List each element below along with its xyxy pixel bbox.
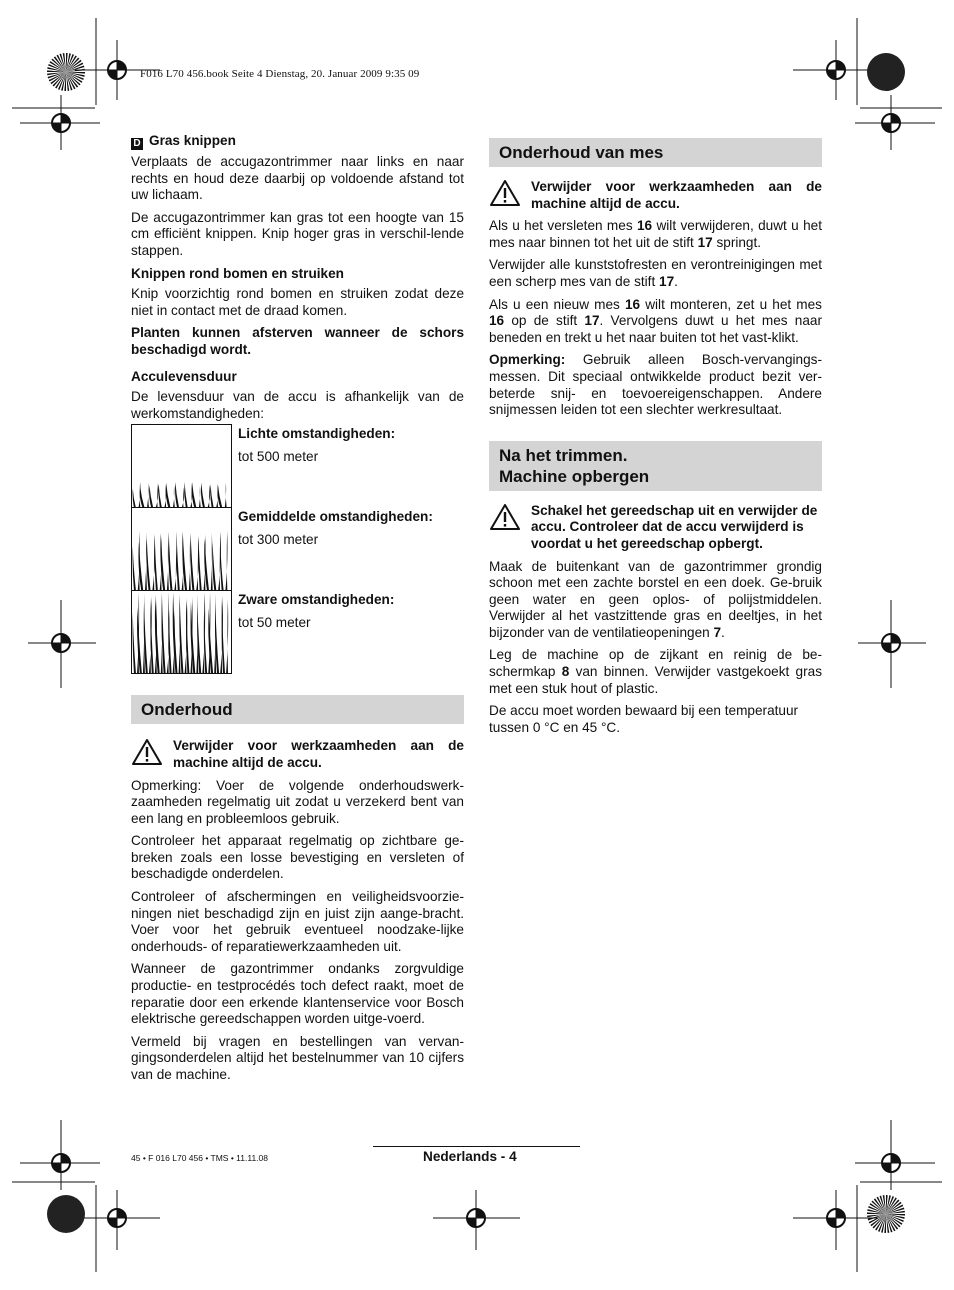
condition-value: tot 50 meter — [238, 614, 311, 630]
warning-block — [131, 738, 464, 771]
condition-label: Lichte omstandigheden: — [238, 426, 396, 442]
section-title-onderhoud: Onderhoud — [131, 695, 464, 724]
language-badge: D — [131, 138, 143, 150]
file-info-line: F016 L70 456.book Seite 4 Dienstag, 20. Januar 2009 9:35 09 — [140, 68, 420, 80]
condition-value: tot 500 meter — [238, 448, 319, 464]
footer-rule — [373, 1146, 580, 1147]
section-title-knife: Onderhoud van mes — [489, 138, 822, 167]
warning-text: Verwijder voor werkzaamheden aan de machine altijd de accu. — [531, 179, 822, 211]
paragraph: Vermeld bij vragen en bestellingen van vervan-gingsonderdelen altijd het bestelnummer van 10 cijfers van de machine. — [131, 1033, 464, 1082]
warning-text: Verwijder voor werkzaamheden aan de machine altijd de accu. — [173, 738, 464, 770]
section-heading-gras-knippen: Gras knippen — [149, 133, 236, 148]
paragraph: Maak de buitenkant van de gazontrimmer grondig schoon met een zachte borstel en een doek. Ge-bruik geen water en geen oplos- of polijstmiddelen. Verwijder al het vastzittende gras en deeltjes, in het bijzonder van de ventilatieopeningen 7. — [489, 558, 822, 640]
warning-block — [489, 503, 822, 553]
footer-code: 45 • F 016 L70 456 • TMS • 11.11.08 — [131, 1153, 268, 1163]
warning-triangle-icon — [489, 503, 521, 531]
subheading-trees: Knippen rond bomen en struiken — [131, 265, 344, 281]
section-title-line: Na het trimmen. — [499, 445, 628, 465]
grass-medium-image — [131, 507, 232, 590]
bold-note: Planten kunnen afsterven wanneer de schors beschadigd wordt. — [131, 325, 464, 357]
warning-block — [489, 179, 822, 212]
section-title-storage — [489, 441, 822, 491]
paragraph: Verwijder alle kunststofresten en verontreinigingen met een scherp mes van de stift 17. — [489, 257, 822, 289]
condition-row — [131, 590, 464, 673]
paragraph: De levensduur van de accu is afhankelijk van de werkomstandigheden: — [131, 389, 464, 421]
footer-page-label: Nederlands - 4 — [423, 1149, 517, 1164]
warning-triangle-icon — [489, 179, 521, 207]
paragraph: Knip voorzichtig rond bomen en struiken zodat deze niet in contact met de draad komen. — [131, 286, 464, 318]
right-column — [489, 138, 822, 742]
paragraph: Wanneer de gazontrimmer ondanks zorgvuldige productie- en testprocédés toch defect raakt, moet de reparatie door een erkende klantenservice voor Bosch elektrische gereedschappen worden uitge-voerd. — [131, 961, 464, 1027]
subheading-battery-life: Acculevensduur — [131, 368, 237, 384]
paragraph: Controleer of afschermingen en veiligheidsvoorzie-ningen niet beschadigd zijn en juist zijn aange-bracht. Voer voor het gebruik eventueel noodzake-lijke onderhouds- of reparatiewerkzaamheden uit. — [131, 889, 464, 954]
grass-heavy-image — [131, 590, 232, 674]
section-title-line: Machine opbergen — [499, 466, 650, 486]
grass-light-image — [131, 424, 232, 507]
paragraph: De accu moet worden bewaard bij een temperatuur tussen 0 °C en 45 °C. — [489, 703, 799, 735]
warning-text: Schakel het gereedschap uit en verwijder de accu. Controleer dat de accu verwijderd is voordat u het gereedschap opbergt. — [531, 502, 818, 551]
condition-value: tot 300 meter — [238, 531, 319, 547]
paragraph: Als u een nieuw mes 16 wilt monteren, zet u het mes 16 op de stift 17. Vervolgens duwt u het mes naar beneden en trekt u het naar buiten tot het vast-klikt. — [489, 296, 822, 345]
warning-triangle-icon — [131, 738, 163, 766]
condition-row — [131, 507, 464, 590]
condition-row — [131, 424, 464, 507]
paragraph: Opmerking: Voer de volgende onderhoudswerk-zaamheden regelmatig uit zodat u verzekerd bent van een lang en probleemloos gebruik. — [131, 777, 464, 826]
paragraph: Controleer het apparaat regelmatig op zichtbare ge-breken zoals een losse bevestiging en versleten of beschadigde onderdelen. — [131, 833, 464, 882]
condition-label: Zware omstandigheden: — [238, 592, 395, 608]
condition-label: Gemiddelde omstandigheden: — [238, 509, 433, 525]
paragraph: Leg de machine op de zijkant en reinig de be-schermkap 8 van binnen. Verwijder vastgekoekt gras met een stuk hout of plastic. — [489, 647, 823, 696]
paragraph: Opmerking: Gebruik alleen Bosch-vervangings-messen. Dit speciaal ontwikkelde product bezit ver-beterde snij- en toevoereigenschappen. Andere snijmessen leiden tot een slechter werkresultaat. — [489, 352, 822, 418]
paragraph: Als u het versleten mes 16 wilt verwijderen, duwt u het mes naar binnen tot het uit de stift 17 springt. — [489, 218, 822, 250]
conditions-table — [131, 424, 464, 673]
paragraph: De accugazontrimmer kan gras tot een hoogte van 15 cm efficiënt knippen. Knip hoger gras in verschil-lende stappen. — [131, 209, 464, 258]
left-column — [131, 133, 464, 1090]
paragraph: Verplaats de accugazontrimmer naar links en naar rechts en houd deze daarbij op voldoende afstand tot uw lichaam. — [131, 154, 464, 203]
